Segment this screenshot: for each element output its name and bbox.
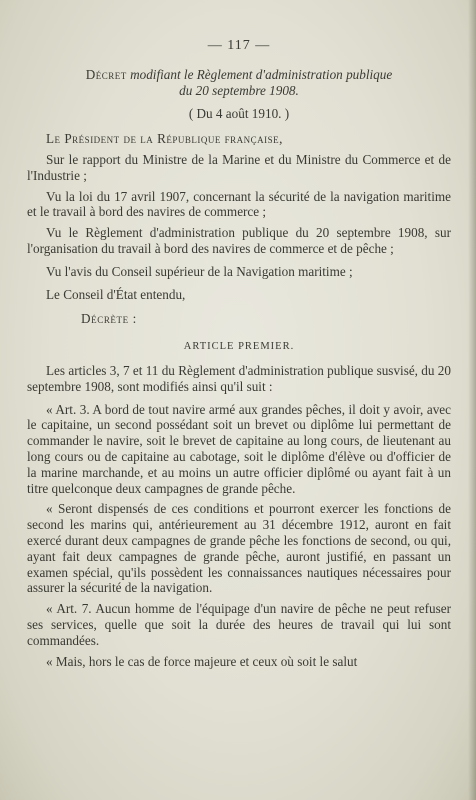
page-number: — 117 — [207, 38, 271, 53]
decree-title-line2: du 20 septembre 1908. [179, 82, 299, 98]
decrete-heading: Décrète : [81, 311, 137, 327]
article-dispenses: « Seront dispensés de ces conditions et pourront exercer les fonctions de second les marins qui, antérieurement au 31 décembre 1912, auront en fait exercé durant deux campagnes de grande pêche les fonctions de second, ou qui, ayant fait deux campagnes de grande pêche, auront justifié, en passant un examen spécial, qu'ils possèdent les connaissances nautiques nécessaires pour assurer la sécurité de la navigation. [27, 501, 451, 596]
decree-date: ( Du 4 août 1910. ) [188, 106, 290, 122]
paragraph-conseil-etat: Le Conseil d'État entendu, [46, 286, 186, 302]
decree-label: Décret [85, 66, 127, 82]
article-3: « Art. 3. A bord de tout navire armé aux grandes pêches, il doit y avoir, avec le capitaine, un second possédant soit un brevet ou diplôme lui permettant de commander le navire, soit le brevet de capitaine au long cours, de lieutenant au long cours ou de capitaine au cabotage, soit le diplôme d'élève ou d'officier de la marine marchande, et au moins un autre officier diplômé ou ayant fait à un titre quelconque deux campagnes de grande pêche. [27, 401, 451, 496]
decree-title [27, 67, 451, 99]
paragraph-vu-avis: Vu l'avis du Conseil supérieur de la Navigation maritime ; [46, 263, 353, 279]
article-intro: Les articles 3, 7 et 11 du Règlement d'administration publique susvisé, du 20 septembre 1908, sont modifiés ainsi qu'il suit : [27, 362, 451, 394]
article-heading: ARTICLE PREMIER. [183, 341, 295, 353]
page-edge-shadow [468, 0, 476, 800]
decree-title-line1: modifiant le Règlement d'administration publique [130, 66, 393, 82]
paragraph-vu-loi: Vu la loi du 17 avril 1907, concernant la sécurité de la navigation maritime et le travail à bord des navires de commerce ; [27, 188, 451, 220]
president-heading: Le Président de la République française, [46, 131, 283, 147]
article-mais: « Mais, hors le cas de force majeure et ceux où soit le salut [46, 653, 358, 669]
article-7: « Art. 7. Aucun homme de l'équipage d'un navire de pêche ne peut refuser ses services, quelle que soit la durée des heures de travail qui lui sont commandées. [27, 601, 451, 648]
paragraph-vu-reglement: Vu le Règlement d'administration publique du 20 septembre 1908, sur l'organisation du travail à bord des navires de commerce et de pêche ; [27, 225, 451, 256]
paragraph-sur-rapport: Sur le rapport du Ministre de la Marine et du Ministre du Commerce et de l'Industrie ; [27, 151, 451, 183]
document-body [27, 38, 451, 669]
